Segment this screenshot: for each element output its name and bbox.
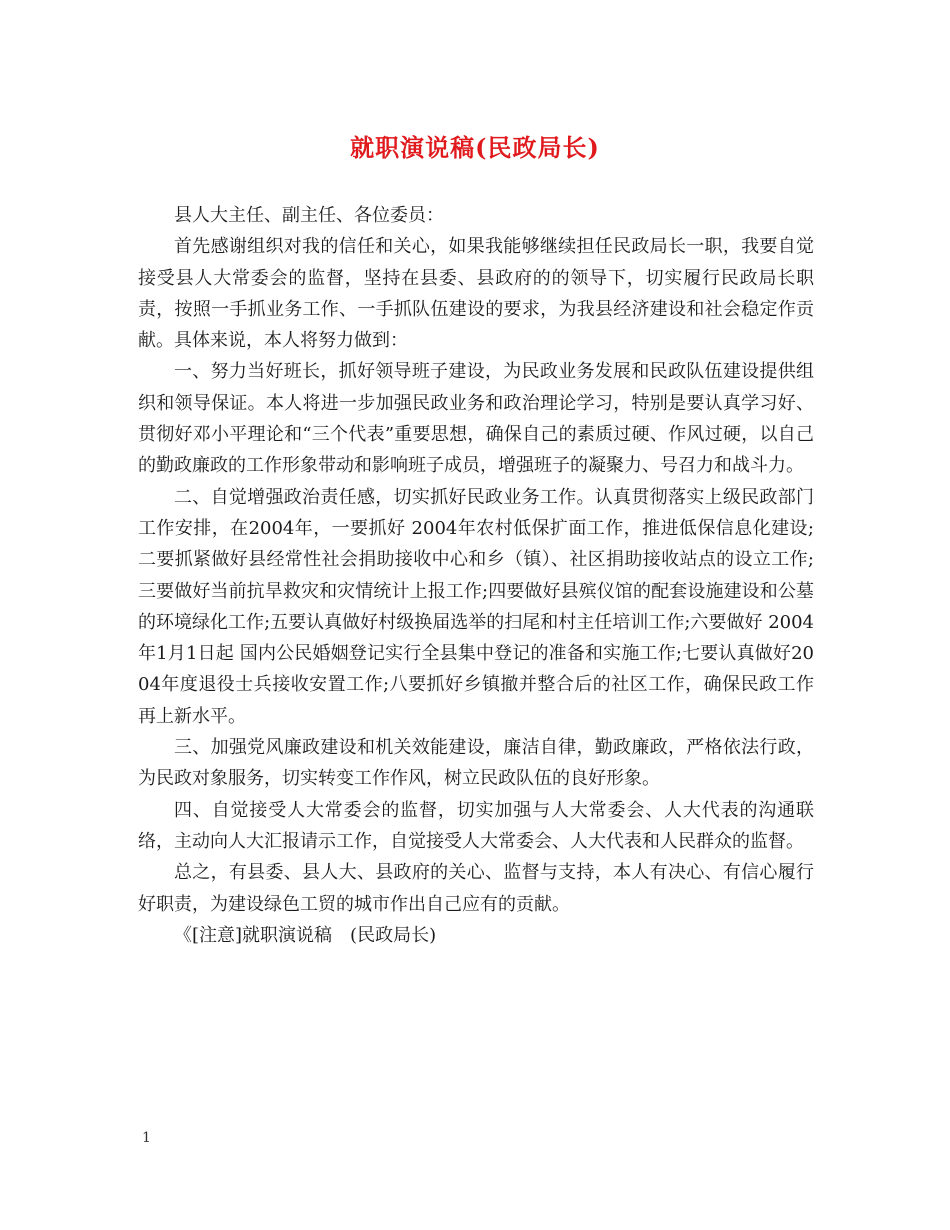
- paragraph-note: 《[注意]就职演说稿 (民政局长): [174, 924, 437, 946]
- document-title: 就职演说稿(民政局长): [350, 133, 600, 162]
- document-body: [138, 200, 814, 951]
- paragraph-point-4: 四、自觉接受人大常委会的监督，切实加强与人大常委会、人大代表的沟通联络，主动向人大汇报请示工作，自觉接受人大常委会、人大代表和人民群众的监督。: [138, 799, 814, 852]
- salutation: 县人大主任、副主任、各位委员：: [174, 205, 444, 226]
- paragraph-point-3: 三、加强党风廉政建设和机关效能建设，廉洁自律，勤政廉政，严格依法行政，为民政对象服务，切实转变工作作风，树立民政队伍的良好形象。: [138, 737, 814, 790]
- paragraph-conclusion: 总之，有县委、县人大、县政府的关心、监督与支持，本人有决心、有信心履行好职责，为建设绿色工贸的城市作出自己应有的贡献。: [138, 862, 814, 915]
- page-number: 1: [142, 1130, 151, 1146]
- paragraph-point-2: 二、自觉增强政治责任感，切实抓好民政业务工作。认真贯彻落实上级民政部门工作安排，在2004年，一要抓好 2004年农村低保扩面工作，推进低保信息化建设;二要抓紧做好县经常性社会捐助接收中心和乡（镇）、社区捐助接收站点的设立工作;三要做好当前抗旱救灾和灾情统计上报工作;四要做好县殡仪馆的配套设施建设和公墓的环境绿化工作;五要认真做好村级换届选举的扫尾和村主任培训工作;六要做好 2004年1月1日起 国内公民婚姻登记实行全县集中登记的准备和实施工作;七要认真做好2004年度退役士兵接收安置工作;八要抓好乡镇撤并整合后的社区工作，确保民政工作再上新水平。: [138, 486, 814, 727]
- paragraph-point-1: 一、努力当好班长，抓好领导班子建设，为民政业务发展和民政队伍建设提供组织和领导保证。本人将进一步加强民政业务和政治理论学习，特别是要认真学习好、贯彻好邓小平理论和“三个代表”重要思想，确保自己的素质过硬、作风过硬，以自己的勤政廉政的工作形象带动和影响班子成员，增强班子的凝聚力、号召力和战斗力。: [138, 361, 814, 477]
- paragraph-intro: 首先感谢组织对我的信任和关心，如果我能够继续担任民政局长一职，我要自觉接受县人大常委会的监督，坚持在县委、县政府的的领导下，切实履行民政局长职责，按照一手抓业务工作、一手抓队伍建设的要求，为我县经济建设和社会稳定作贡献。具体来说，本人将努力做到：: [138, 236, 814, 352]
